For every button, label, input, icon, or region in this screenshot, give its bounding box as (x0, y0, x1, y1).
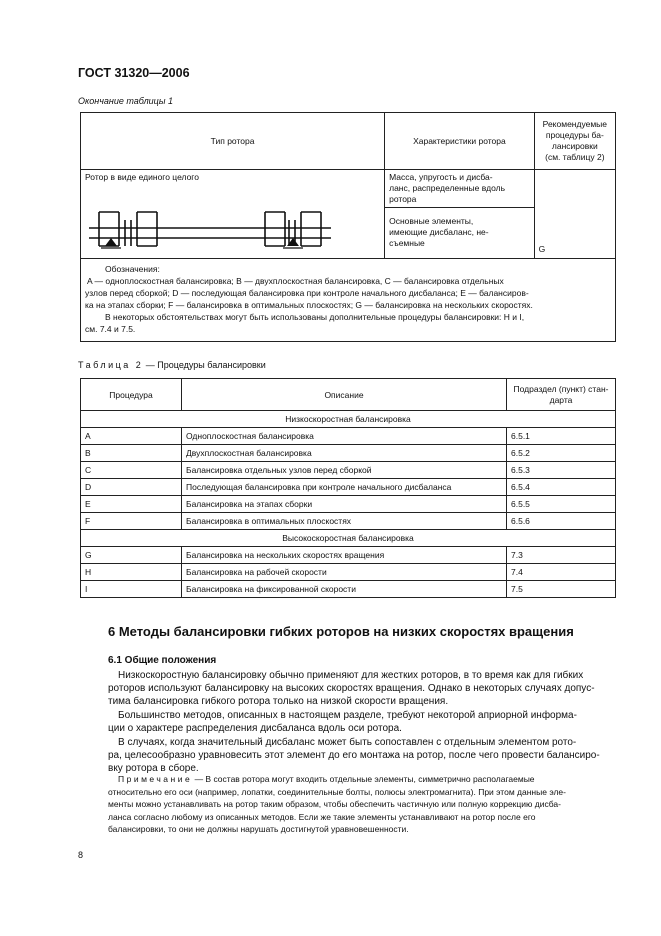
rotor-drawing-cell (81, 208, 385, 259)
table1-proc-cell: G (534, 170, 615, 259)
table1-notes: Обозначения: A — одноплоскостная балансировка; B — двухплоскостная балансировка, C — балансировка отдельных узлов перед сборкой; D — последующая балансировка при контроле начального дисбаланса; E — балансиров- ка на этапах сборки; F — балансировка в оптимальных плоскостях; G — балансировка на нескольких скоростях. В некоторых обстоятельствах могут быть использованы дополнительные процедуры балансировки: H и I, см. 7.4 и 7.5. (81, 258, 616, 341)
table1-row2-char: Основные элементы, имеющие дисбаланс, не- съемные (385, 208, 535, 259)
table-row: G Балансировка на нескольких скоростях вращения 7.3 (81, 547, 616, 564)
table2-caption: Таблица 2 — Процедуры балансировки (78, 360, 266, 370)
table2-header-ref: Подраздел (пункт) стан- дарта (507, 379, 616, 411)
table1-header-char: Характеристики ротора (385, 113, 535, 170)
section6-heading: 6 Методы балансировки гибких роторов на низких скоростях вращения (108, 624, 574, 639)
table-row: F Балансировка в оптимальных плоскостях 6.5.6 (81, 513, 616, 530)
table-row: C Балансировка отдельных узлов перед сборкой 6.5.3 (81, 462, 616, 479)
table2 (80, 378, 616, 598)
note-block: Примечание — В состав ротора могут входить отдельные элементы, симметрично располагаемые относительно его оси (например, лопатки, соединительные болты, полюсы электромагнита). При этом данные эле- менты можно устанавливать на ротор таким образом, чтобы обеспечить частичную или полную коррекцию дисба- ланса согласно любому из описанных методов. Если же такие элементы устанавливают на ротор после его балансировки, то они не должны нарушать достигнутой уравновешенности. (108, 774, 566, 834)
table-row: D Последующая балансировка при контроле начального дисбаланса 6.5.4 (81, 479, 616, 496)
rotor-drawing (81, 208, 375, 256)
table-row: A Одноплоскостная балансировка 6.5.1 (81, 428, 616, 445)
table-row: H Балансировка на рабочей скорости 7.4 (81, 564, 616, 581)
page-number: 8 (78, 850, 84, 860)
table2-section-low: Низкоскоростная балансировка (81, 411, 616, 428)
table1-row1-type: Ротор в виде единого целого (81, 170, 385, 208)
paragraph-2: Большинство методов, описанных в настоящем разделе, требуют некоторой априорной информа- ции о характере распределения дисбаланса вдоль оси ротора. (108, 710, 577, 734)
document-header: ГОСТ 31320—2006 (78, 66, 190, 80)
table2-section-high: Высокоскоростная балансировка (81, 530, 616, 547)
table-row: B Двухплоскостная балансировка 6.5.2 (81, 445, 616, 462)
paragraph-3: В случаях, когда значительный дисбаланс может быть сопоставлен с отдельным элементом рото- ра, целесообразно уравновесить этот элемент до его монтажа на ротор, после чего провести балансиро- вку ротора в сборе. (108, 737, 600, 774)
table2-header-desc: Описание (182, 379, 507, 411)
table1-row1-char: Масса, упругость и дисба- ланс, распределенные вдоль ротора (385, 170, 535, 208)
table2-header-proc: Процедура (81, 379, 182, 411)
section61-heading: 6.1 Общие положения (108, 655, 217, 666)
table1 (80, 112, 616, 342)
table1-header-type: Тип ротора (81, 113, 385, 170)
table1-caption: Окончание таблицы 1 (78, 96, 173, 106)
table1-header-proc: Рекомендуемые процедуры ба- лансировки (см. таблицу 2) (534, 113, 615, 170)
table-row: I Балансировка на фиксированной скорости 7.5 (81, 581, 616, 598)
table-row: E Балансировка на этапах сборки 6.5.5 (81, 496, 616, 513)
paragraph-1: Низкоскоростную балансировку обычно применяют для жестких роторов, в то время как для гибких роторов используют балансировку на высоких скоростях вращения. Однако в некоторых случаях допус- тима балансировка гибкого ротора только на низкой скорости вращения. (108, 670, 595, 707)
note-label: Примечание (118, 774, 193, 784)
